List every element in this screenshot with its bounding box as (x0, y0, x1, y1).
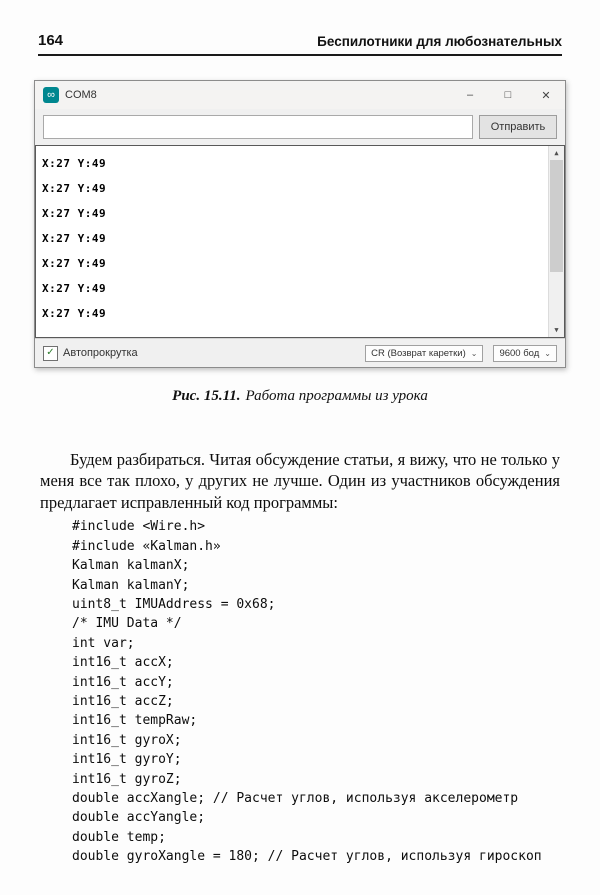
code-line: int16_t gyroZ; (72, 771, 182, 787)
serial-output-line: X:27 Y:49 (42, 157, 107, 170)
code-line: uint8_t IMUAddress = 0x68; (72, 596, 276, 612)
code-line: int var; (72, 635, 135, 651)
code-line: double gyroXangle = 180; // Расчет углов, используя гироскоп (72, 849, 542, 865)
figure-caption-text: Работа программы из урока (245, 388, 428, 404)
line-ending-value: CR (Возврат каретки) (371, 347, 466, 359)
chevron-down-icon: ⌄ (544, 348, 551, 358)
send-button[interactable]: Отправить (479, 115, 557, 139)
maximize-icon[interactable]: □ (504, 89, 512, 101)
serial-output-line: X:27 Y:49 (42, 307, 107, 320)
baud-rate-value: 9600 бод (499, 347, 540, 359)
code-line: #include «Kalman.h» (72, 538, 221, 554)
baud-rate-select[interactable] (493, 345, 557, 362)
code-line: #include <Wire.h> (72, 519, 206, 535)
figure-caption (0, 388, 600, 405)
autoscroll-checkbox[interactable] (43, 346, 138, 361)
body-paragraph: Будем разбираться. Читая обсуждение статьи, я вижу, что не только у меня все так плохо, у других не лучше. Один из участников обсуждения предлагает исправленный код программы: (40, 450, 560, 512)
line-ending-select[interactable] (365, 345, 483, 362)
window-titlebar (35, 81, 565, 109)
running-title: Беспилотники для любознательных (317, 34, 562, 49)
code-line: int16_t accZ; (72, 693, 174, 709)
serial-output (35, 145, 565, 338)
serial-statusbar (35, 338, 565, 367)
scroll-down-icon[interactable]: ▼ (554, 326, 559, 334)
serial-toolbar (35, 109, 565, 145)
page-number: 164 (38, 32, 64, 49)
code-line: int16_t gyroY; (72, 752, 182, 768)
minimize-icon[interactable]: – (466, 89, 474, 101)
code-line: int16_t gyroX; (72, 732, 182, 748)
code-line: Kalman kalmanY; (72, 577, 190, 593)
scroll-up-icon[interactable]: ▲ (554, 149, 559, 157)
serial-output-line: X:27 Y:49 (42, 257, 107, 270)
scrollbar[interactable] (548, 146, 564, 337)
code-line: Kalman kalmanX; (72, 558, 190, 574)
code-line: double temp; (72, 829, 166, 845)
autoscroll-label: Автопрокрутка (63, 347, 138, 359)
serial-input[interactable] (43, 115, 473, 139)
window-title: COM8 (65, 89, 97, 101)
code-line: int16_t accY; (72, 674, 174, 690)
serial-output-line: X:27 Y:49 (42, 182, 107, 195)
code-line: double accXangle; // Расчет углов, используя акселерометр (72, 791, 519, 806)
code-line: int16_t tempRaw; (72, 713, 198, 729)
scrollbar-thumb[interactable] (550, 160, 563, 272)
checkbox-check-icon: ✓ (43, 346, 58, 361)
code-line: double accYangle; (72, 810, 206, 826)
serial-output-line: X:27 Y:49 (42, 207, 107, 220)
serial-output-line: X:27 Y:49 (42, 232, 107, 245)
figure-caption-number: Рис. 15.11. (172, 388, 241, 404)
serial-monitor-window (34, 80, 566, 368)
serial-monitor-icon: ∞ (43, 87, 59, 103)
close-icon[interactable]: ✕ (541, 89, 551, 102)
serial-output-line: X:27 Y:49 (42, 282, 107, 295)
code-block (72, 517, 570, 866)
code-line: /* IMU Data */ (72, 616, 182, 632)
page-header (38, 0, 562, 56)
chevron-down-icon: ⌄ (470, 348, 478, 358)
window-controls (451, 81, 565, 109)
code-line: int16_t accX; (72, 655, 174, 671)
statusbar-selects (365, 345, 557, 362)
